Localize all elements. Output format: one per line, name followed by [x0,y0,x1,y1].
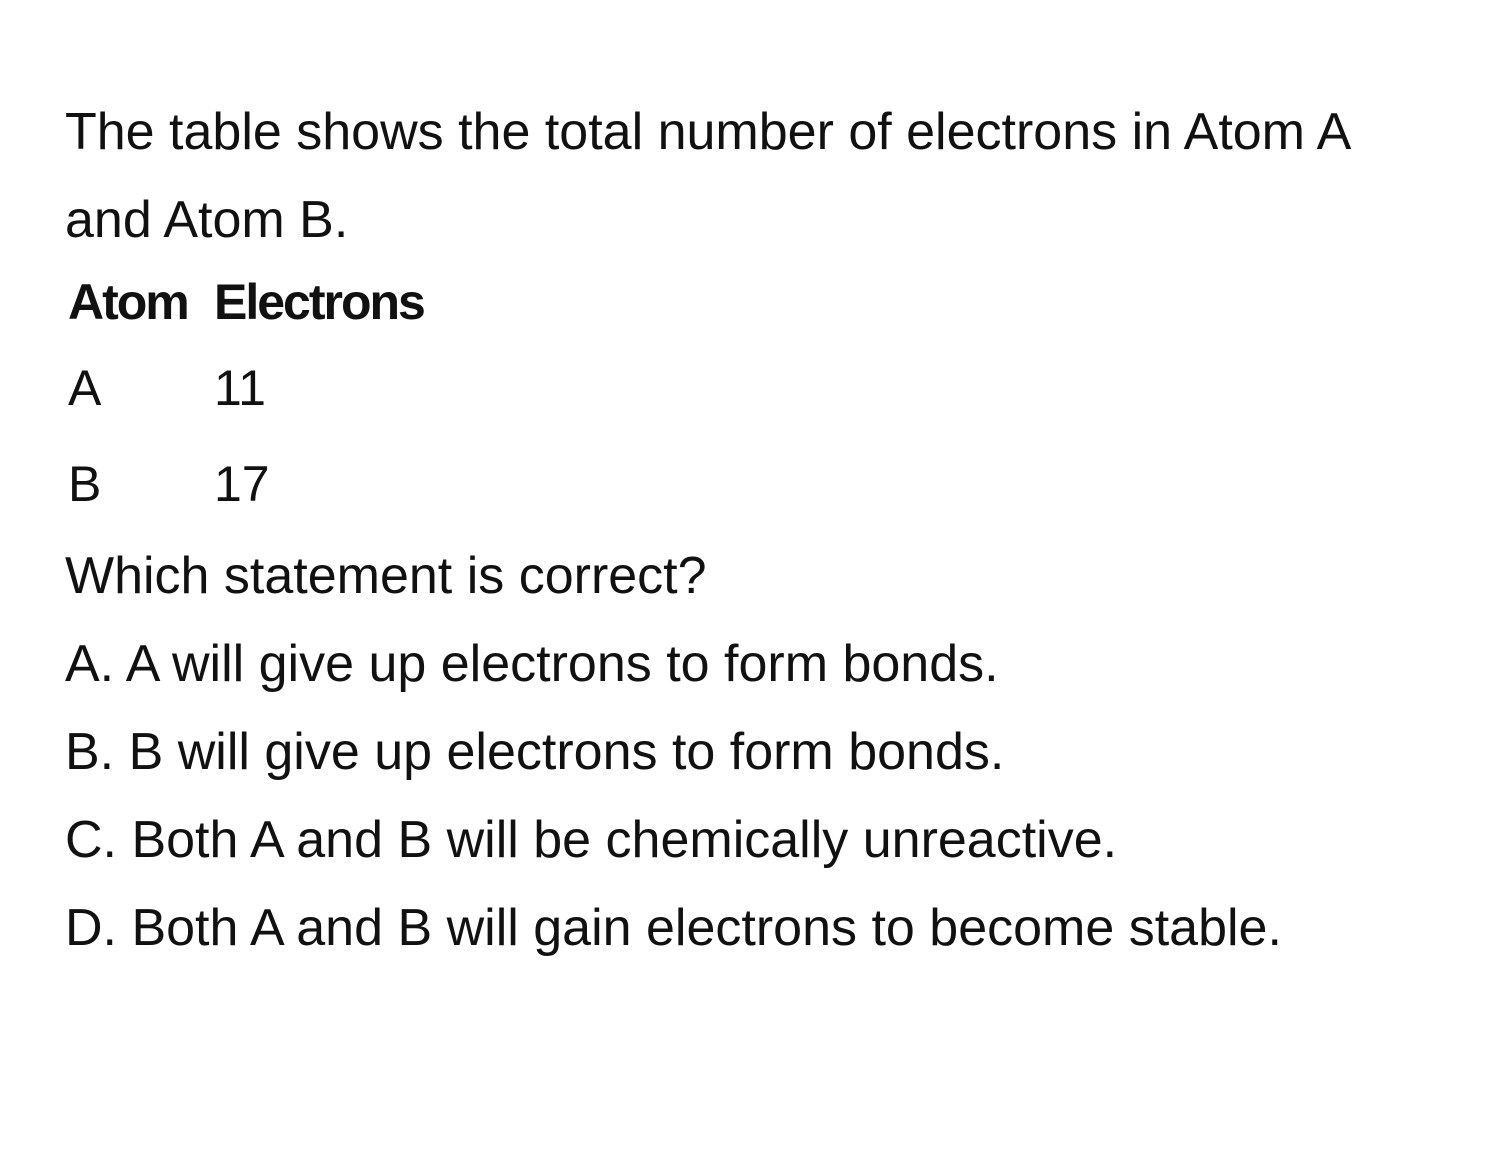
header-electrons: Electrons [214,274,424,330]
table-header-row [68,264,424,340]
header-atom: Atom [68,274,188,330]
option-c[interactable]: C. Both A and B will be chemically unreactive. [65,811,1118,869]
question-document [65,88,1445,972]
table-row [68,340,424,436]
cell-electrons: 11 [214,360,266,416]
cell-atom: B [68,456,102,512]
answer-options [65,620,1445,972]
intro-text: The table shows the total number of electrons in Atom A and Atom B. [65,103,1349,249]
electron-table [68,264,424,532]
table-row [68,436,424,532]
cell-electrons: 17 [214,456,270,512]
cell-atom: A [68,360,102,416]
option-d[interactable]: D. Both A and B will gain electrons to become stable. [65,899,1282,957]
option-a[interactable]: A. A will give up electrons to form bonds. [65,635,999,693]
question-text: Which statement is correct? [65,547,707,605]
option-b[interactable]: B. B will give up electrons to form bonds. [65,723,1005,781]
